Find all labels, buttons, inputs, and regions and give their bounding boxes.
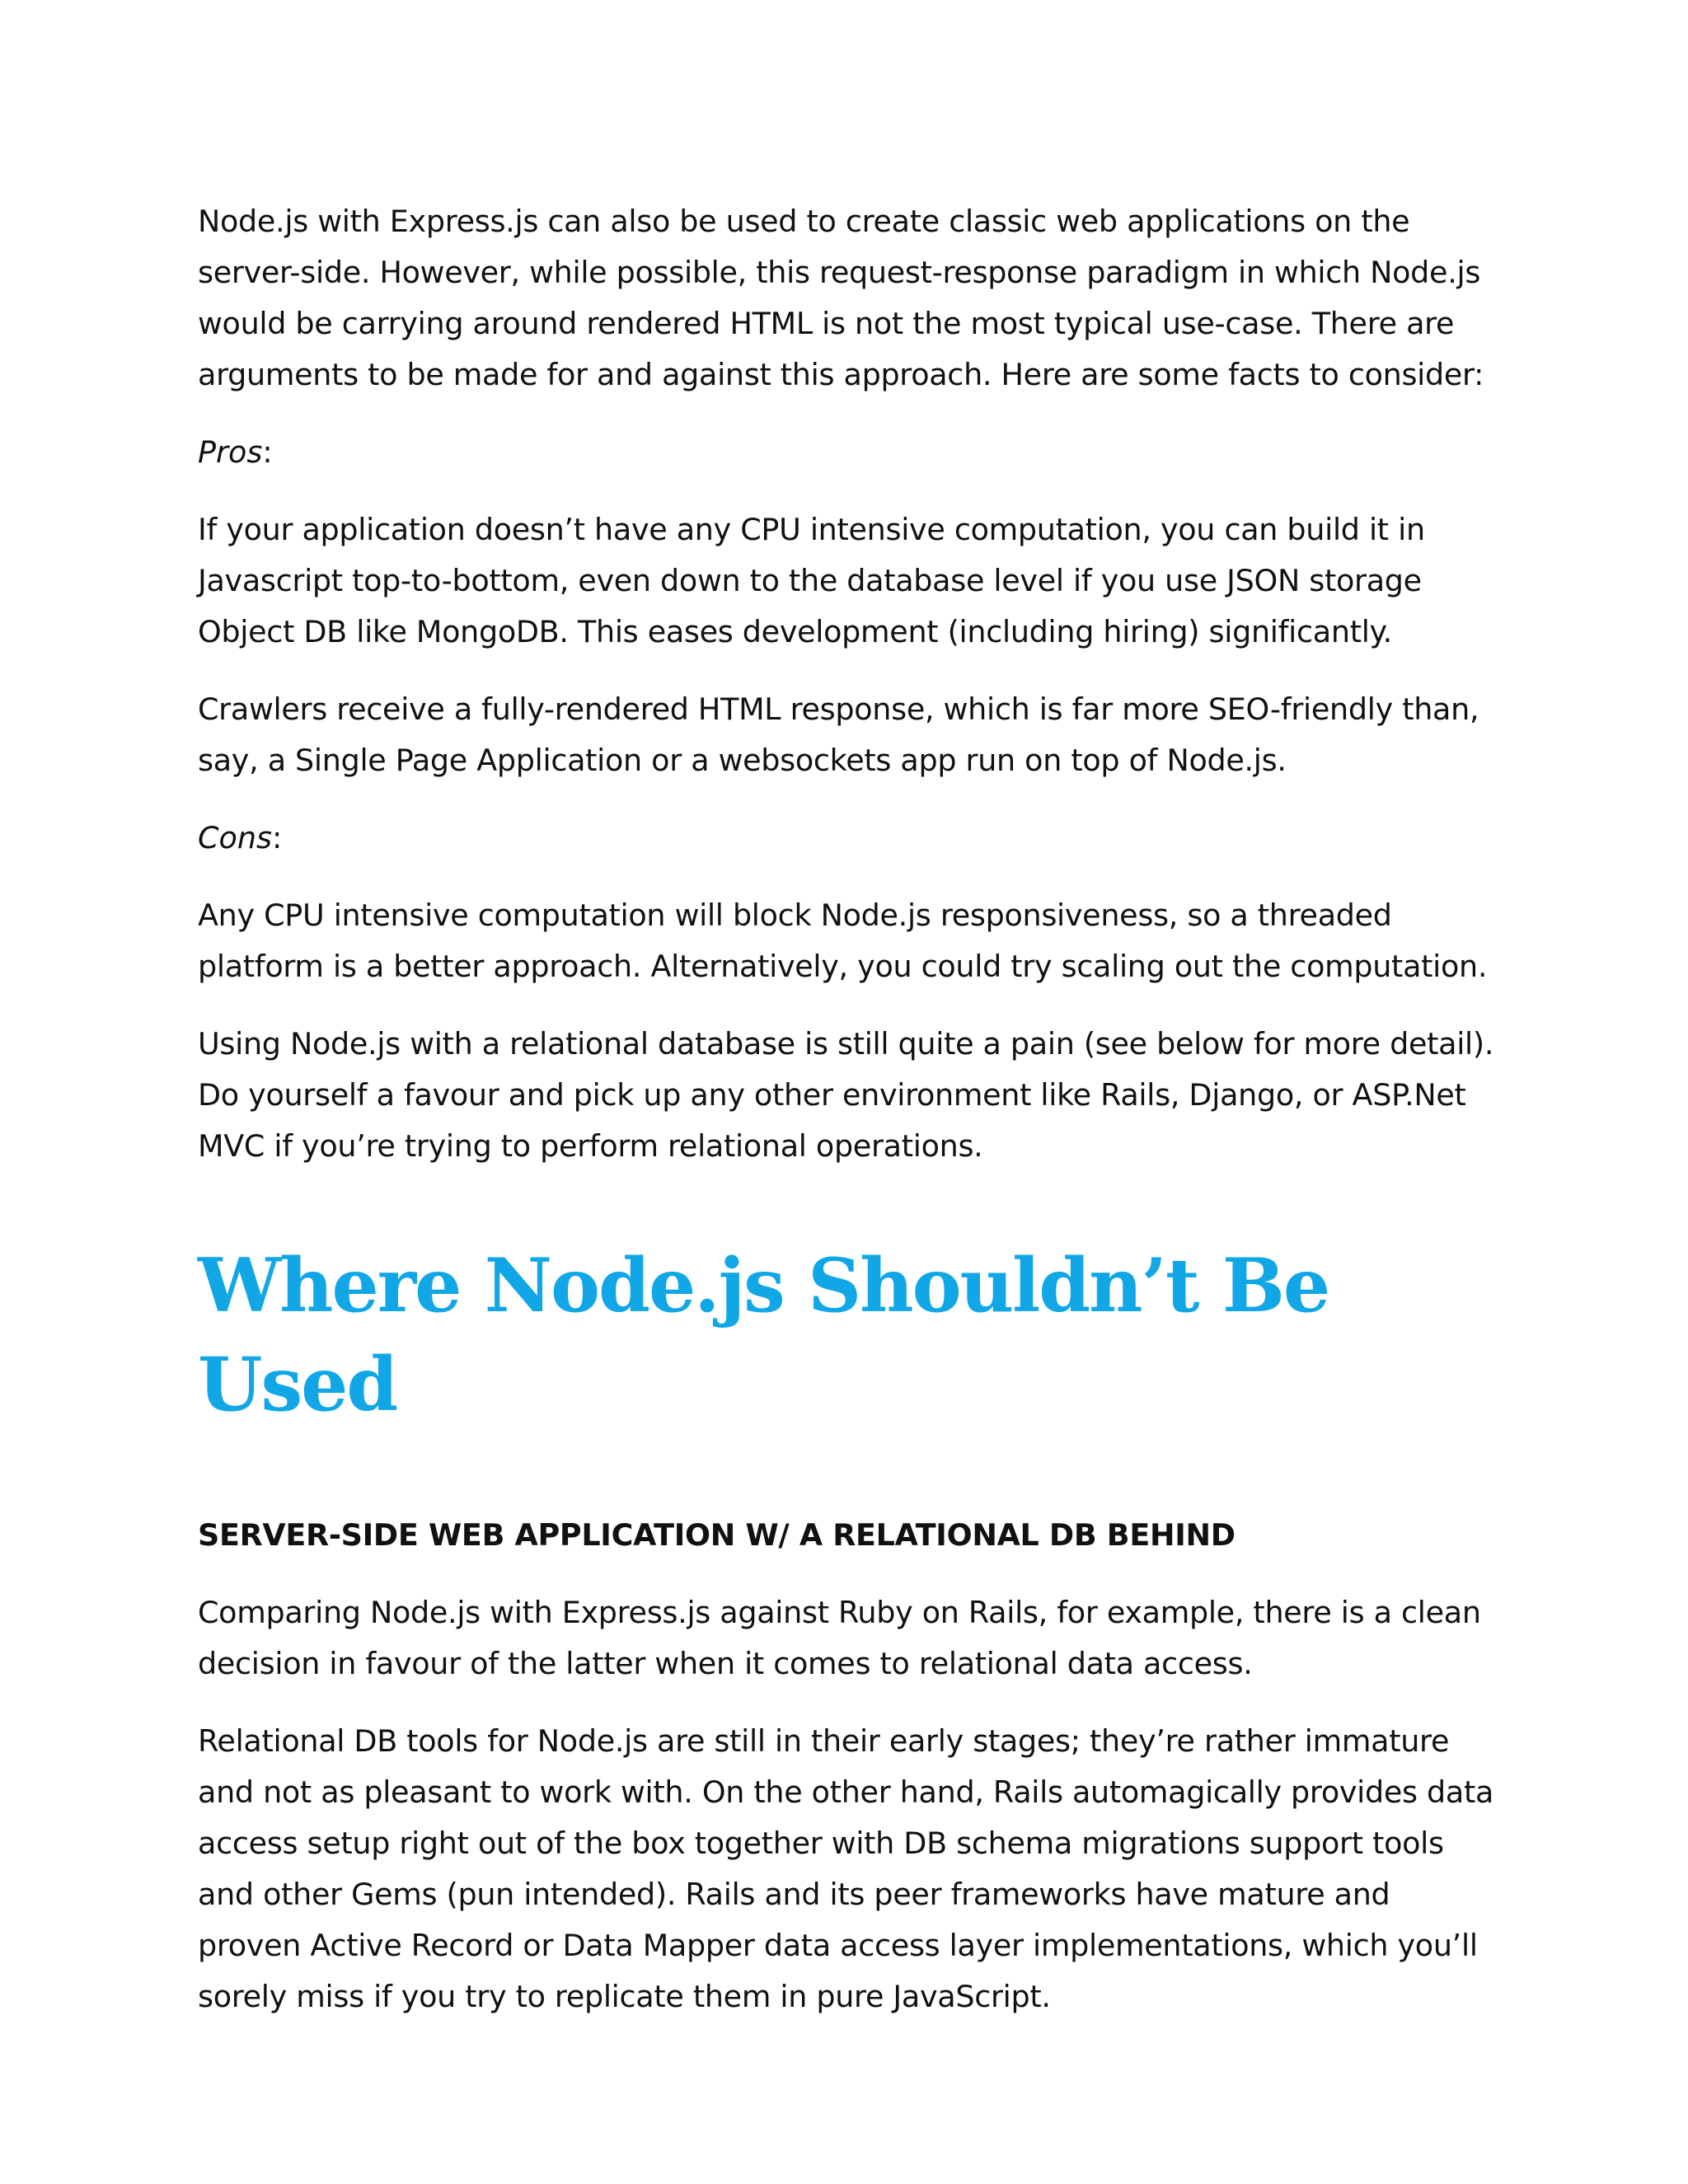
cons-item: Using Node.js with a relational database is still quite a pain (see below for more detail). Do yourself a favour and pick up any other environment like Rails, Django, or ASP.Net MVC if you’re trying to perform relational operations. [198,1026,1494,1164]
pros-label-colon: : [262,434,273,470]
pros-label [198,427,1500,478]
cons-item: Any CPU intensive computation will block Node.js responsiveness, so a threaded platform is a better approach. Alternatively, you could try scaling out the computation. [198,898,1488,984]
cons-label-text: Cons [198,820,272,855]
section-paragraph: Comparing Node.js with Express.js against Ruby on Rails, for example, there is a clean decision in favour of the latter when it comes to relational data access. [198,1595,1481,1681]
cons-label-colon: : [271,820,283,855]
pros-item: If your application doesn’t have any CPU intensive computation, you can build it in Javascript top-to-bottom, even down to the database level if you use JSON storage Object DB like MongoDB. This eases development (including hiring) significantly. [198,512,1425,649]
document-page [198,196,1500,2049]
pros-label-text: Pros [198,434,263,470]
section-paragraph: Relational DB tools for Node.js are still in their early stages; they’re rather immature and not as pleasant to work with. On the other hand, Rails automagically provides data access setup right out of the box together with DB schema migrations support tools and other Gems (pun intended). Rails and its peer frameworks have mature and proven Active Record or Data Mapper data access layer implementations, which you’ll sorely miss if you try to replicate them in pure JavaScript. [198,1723,1494,2014]
section-heading: Where Node.js Shouldn’t Be Used [198,1242,1329,1428]
sub-heading: SERVER-SIDE WEB APPLICATION W/ A RELATIONAL DB BEHIND [198,1517,1236,1553]
intro-paragraph: Node.js with Express.js can also be used to create classic web applications on the server-side. However, while possible, this request-response paradigm in which Node.js would be carrying around rendered HTML is not the most typical use-case. There are arguments to be made for and against this approach. Here are some facts to consider: [198,204,1484,392]
pros-item: Crawlers receive a fully-rendered HTML response, which is far more SEO-friendly than, say, a Single Page Application or a websockets app run on top of Node.js. [198,691,1479,778]
cons-label [198,813,1500,864]
